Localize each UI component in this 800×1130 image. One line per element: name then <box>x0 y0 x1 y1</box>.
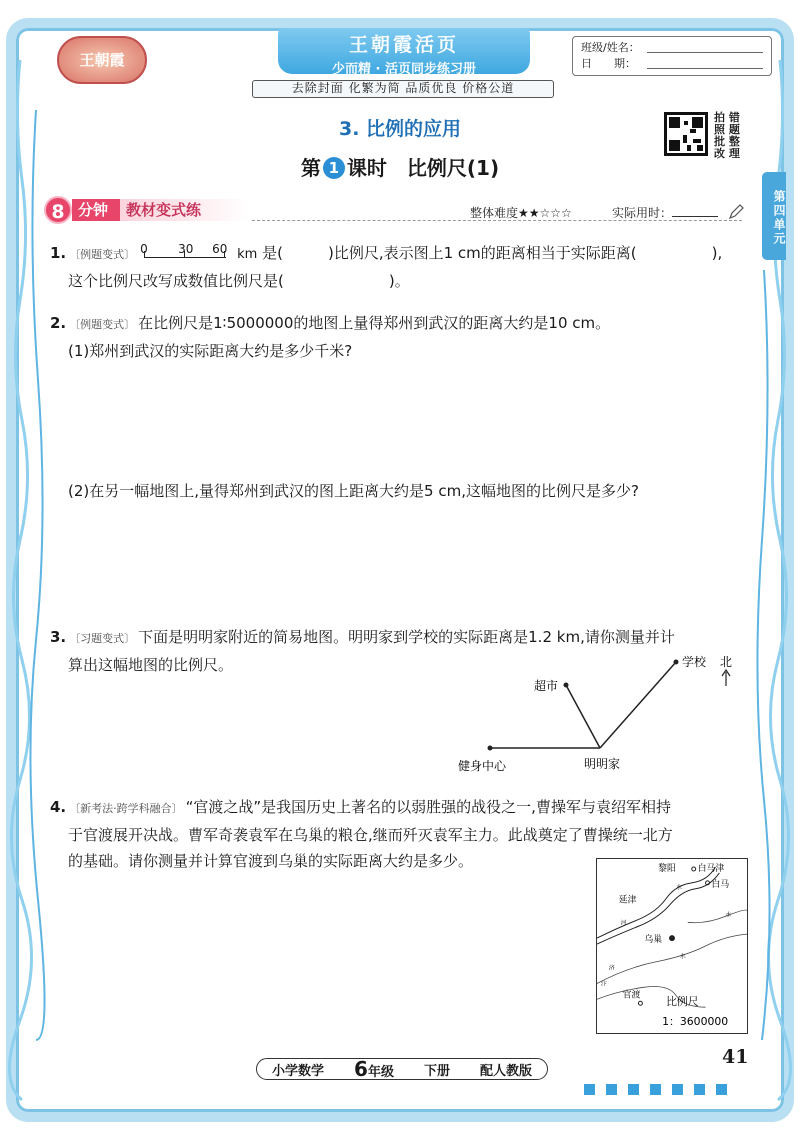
map-label-school: 学校 <box>682 655 707 669</box>
footer-grade-number: 6 <box>354 1057 368 1081</box>
map-label-guandu: 官渡 <box>622 990 641 1001</box>
class-name-label: 班级/姓名： <box>581 41 640 54</box>
slogan-bar: 去除封面 化繁为简 品质优良 价格公道 <box>252 80 554 98</box>
question-tag: 〔习题变式〕 <box>69 632 136 645</box>
footer-volume: 下册 <box>423 1063 450 1079</box>
footer-edition: 配人教版 <box>479 1063 532 1079</box>
question-text: 下面是明明家附近的简易地图。明明家到学校的实际距离是1.2 km,请你测量并计 <box>138 628 675 646</box>
sub-question-2: (2)在另一幅地图上,量得郑州到武汉的图上距离大约是5 cm,这幅地图的比例尺是多少? <box>68 482 639 500</box>
question-number: 1. <box>50 244 67 262</box>
brand-subtitle: 少而精 · 活页同步练习册 <box>332 62 476 77</box>
lesson-title: 第 1 课时 比例尺(1) <box>300 156 500 180</box>
student-info-box <box>572 36 772 76</box>
question-text: 这个比例尺改写成数值比例尺是( )。 <box>68 272 410 290</box>
scale-tick-label: 30 <box>178 242 194 256</box>
map-label-ji: 济 <box>608 965 615 972</box>
question-text: 的基础。请你测量并计算官渡到乌巢的实际距离大约是多少。 <box>68 852 474 870</box>
time-used-field[interactable] <box>672 216 718 217</box>
footer-grade-text: 年级 <box>367 1065 394 1080</box>
map-label-home: 明明家 <box>584 757 621 771</box>
practice-minutes-number: 8 <box>44 196 72 224</box>
qr-caption: 拍 错 照 题 批 整 改 理 <box>714 111 740 160</box>
date-field[interactable] <box>647 56 763 69</box>
map-label-baimajin: 白马津 <box>697 864 725 874</box>
question-text: 是( )比例尺,表示图上1 cm的距离相当于实际距离( ), <box>262 244 723 262</box>
lesson-number-badge: 1 <box>323 157 345 179</box>
scale-tick-label: 0 <box>140 242 148 256</box>
question-1 <box>50 240 750 294</box>
unit-tab[interactable]: 第四单元 <box>762 172 786 260</box>
map-label-supermarket: 超市 <box>534 679 559 693</box>
practice-minutes-label: 分钟 <box>72 199 120 221</box>
guandu-battle-map <box>596 858 748 1034</box>
section-title: 3. 比例的应用 <box>338 118 462 140</box>
date-label: 日 期： <box>581 57 636 70</box>
question-tag: 〔例题变式〕 <box>69 318 136 331</box>
footer-bar <box>256 1058 548 1080</box>
header-banner <box>278 28 530 77</box>
question-text: 算出这幅地图的比例尺。 <box>68 656 234 674</box>
question-number: 4. <box>50 798 67 816</box>
question-number: 3. <box>50 628 67 646</box>
footer-subject: 小学数学 <box>272 1063 325 1079</box>
pencil-icon <box>728 204 744 220</box>
map-label-he: 河 <box>620 920 627 927</box>
scale-tick-label: 60 <box>212 242 228 256</box>
question-tag: 〔例题变式〕 <box>69 248 136 261</box>
map-scale-value: 1：3600000 <box>662 1014 729 1028</box>
map-label-river: 水 <box>725 912 732 919</box>
question-2 <box>50 310 750 364</box>
question-text: “官渡之战”是我国历史上著名的以弱胜强的战役之一,曹操军与袁绍军相持 <box>185 798 671 816</box>
neighborhood-map <box>450 650 750 780</box>
brand-logo: 王朝霞 <box>57 36 147 84</box>
brand-title: 王朝霞活页 <box>348 34 459 56</box>
map-label-north: 北 <box>720 655 733 669</box>
class-name-field[interactable] <box>647 40 763 53</box>
map-label-river: 水 <box>679 953 686 960</box>
question-text: 于官渡展开决战。曹军奇袭袁军在乌巢的粮仓,继而歼灭袁军主力。此战奠定了曹操统一北方 <box>68 826 673 844</box>
difficulty-rating: 整体难度★★☆☆☆ <box>470 206 572 220</box>
practice-banner <box>44 196 252 224</box>
map-label-gym: 健身中心 <box>458 759 507 773</box>
map-label-bian: 汴 <box>600 981 607 988</box>
map-label-baima: 白马 <box>711 879 730 890</box>
decorative-squares <box>584 1080 764 1094</box>
page-number: 41 <box>722 1046 749 1068</box>
question-text: 在比例尺是1∶5000000的地图上量得郑州到武汉的距离大约是10 cm。 <box>138 314 611 332</box>
line-scale-bar <box>142 242 237 262</box>
practice-title: 教材变式练 <box>120 199 250 221</box>
map-label-wuchao: 乌巢 <box>644 935 663 946</box>
map-scale-label: 比例尺 <box>666 995 699 1009</box>
question-number: 2. <box>50 314 67 332</box>
time-used: 实际用时： <box>612 204 718 221</box>
map-label-liyang: 黎阳 <box>658 864 676 874</box>
question-tag: 〔新考法·跨学科融合〕 <box>69 802 183 815</box>
map-label-yanjin: 延津 <box>618 895 637 906</box>
sub-question-1: (1)郑州到武汉的实际距离大约是多少千米? <box>68 342 353 360</box>
scale-unit: km <box>237 247 258 262</box>
map-label-river: 水 <box>675 884 682 891</box>
